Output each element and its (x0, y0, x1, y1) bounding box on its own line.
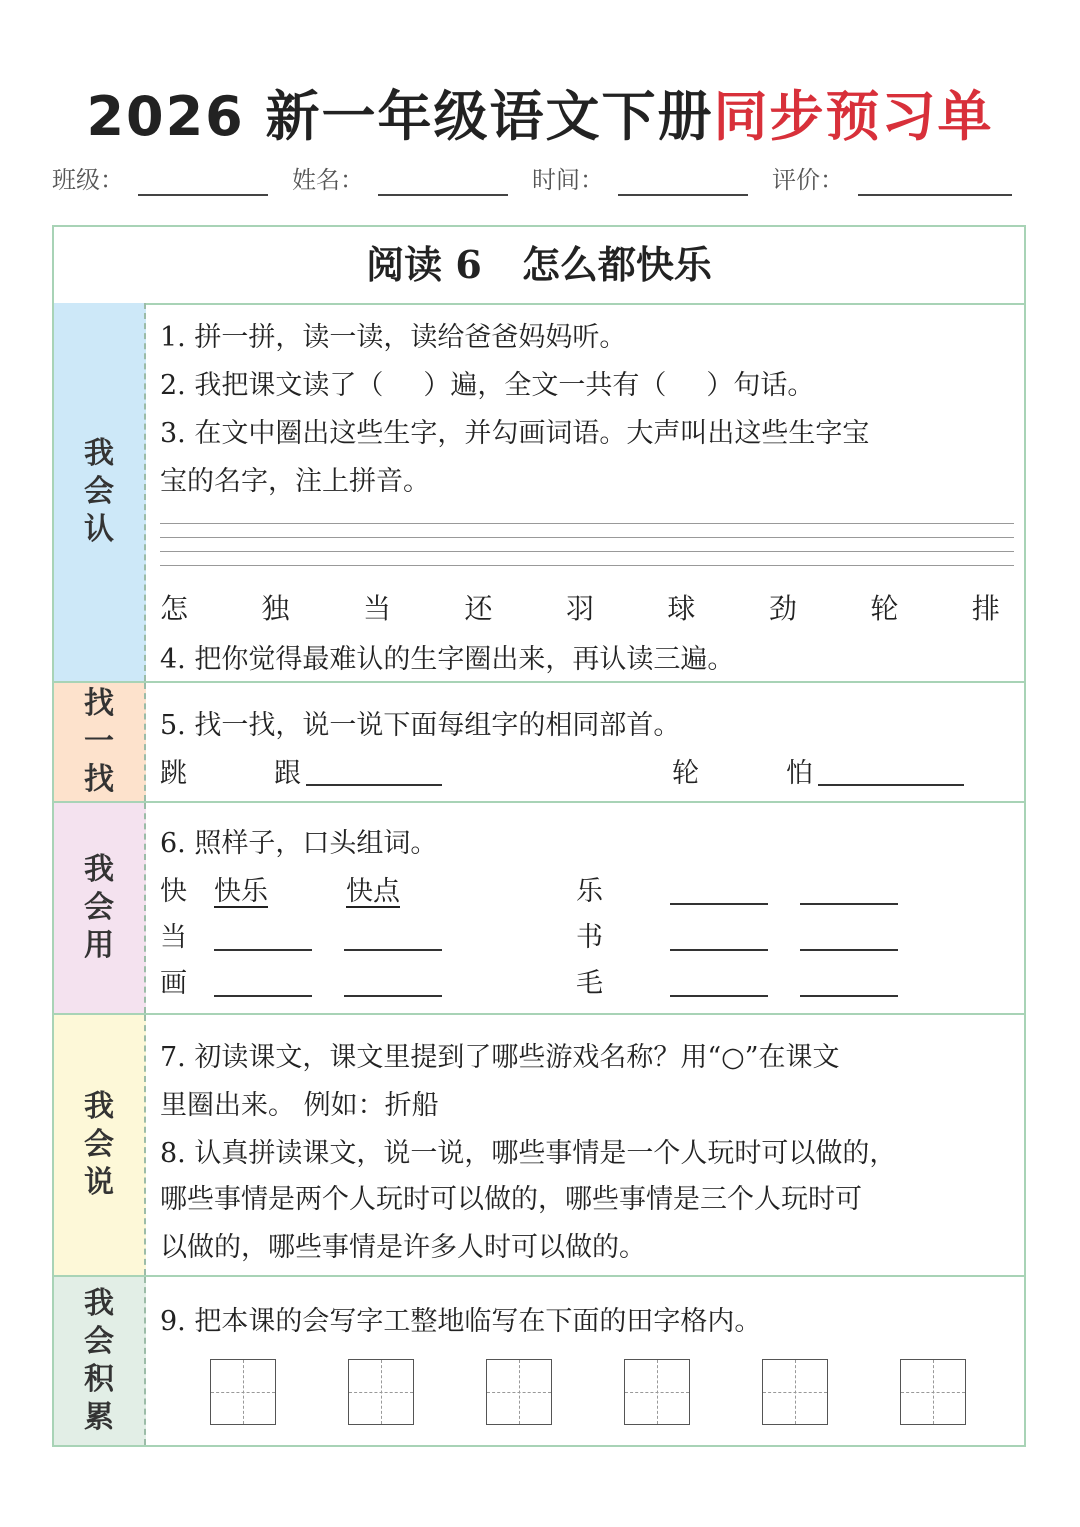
section-body-speak (160, 1015, 1014, 1275)
new-characters-row (160, 587, 1000, 627)
radical-answer-blank[interactable] (818, 784, 964, 786)
new-character: 怎 (160, 592, 189, 625)
tianzige-box[interactable] (624, 1359, 690, 1425)
lesson-header (54, 227, 1024, 305)
question-9: 9. 把本课的会写字工整地临写在下面的田字格内。 (160, 1306, 762, 1337)
radical-answer-blank[interactable] (306, 784, 442, 786)
question-3-line-1: 3. 在文中圈出这些生字，并勾画词语。大声叫出这些生字宝 (160, 418, 870, 449)
new-character: 羽 (565, 592, 594, 625)
word-blank[interactable] (670, 949, 768, 951)
example-word: 快点 (346, 876, 400, 907)
word-blank[interactable] (800, 903, 898, 905)
question-8-line-3: 以做的，哪些事情是许多人时可以做的。 (160, 1232, 646, 1263)
word-char: 画 (160, 968, 187, 999)
question-8-line-2: 哪些事情是两个人玩时可以做的，哪些事情是三个人玩时可 (160, 1184, 862, 1215)
section-use (54, 803, 1024, 1015)
section-label-recognize: 我 会 认 (54, 303, 146, 681)
question-2: 2. 我把课文读了（ ）遍，全文一共有（ ）句话。 (160, 370, 815, 401)
grade-field[interactable] (858, 194, 1012, 196)
worksheet-table (52, 225, 1026, 1447)
new-character: 劲 (768, 592, 797, 625)
word-blank[interactable] (670, 903, 768, 905)
radical-char: 怕 (786, 758, 813, 789)
class-field[interactable] (138, 194, 268, 196)
question-3-line-2: 宝的名字，注上拼音。 (160, 466, 430, 497)
word-char: 乐 (576, 876, 603, 907)
question-8-line-1: 8. 认真拼读课文，说一说，哪些事情是一个人玩时可以做的， (160, 1138, 897, 1169)
tianzige-box[interactable] (210, 1359, 276, 1425)
worksheet-title (0, 74, 1080, 151)
section-speak (54, 1015, 1024, 1277)
new-character: 排 (971, 592, 1000, 625)
section-label-find: 找 一 找 (54, 683, 146, 801)
pinyin-line (160, 551, 1014, 552)
radical-char: 跟 (274, 758, 301, 789)
word-char: 书 (576, 922, 603, 953)
new-character: 球 (667, 592, 696, 625)
question-1: 1. 拼一拼，读一读，读给爸爸妈妈听。 (160, 322, 627, 353)
section-body-recognize (160, 303, 1014, 681)
word-char: 毛 (576, 968, 603, 999)
tianzige-box[interactable] (900, 1359, 966, 1425)
tianzige-box[interactable] (486, 1359, 552, 1425)
lesson-name: 怎么都快乐 (521, 242, 712, 287)
new-character: 还 (464, 592, 493, 625)
word-blank[interactable] (670, 995, 768, 997)
section-body-use (160, 803, 1014, 1013)
word-char: 当 (160, 922, 187, 953)
question-6: 6. 照样子，口头组词。 (160, 828, 438, 859)
word-blank[interactable] (214, 995, 312, 997)
section-find (54, 683, 1024, 803)
question-4: 4. 把你觉得最难认的生字圈出来，再认读三遍。 (160, 644, 735, 675)
section-body-find (160, 683, 1014, 801)
new-character: 当 (362, 592, 391, 625)
word-blank[interactable] (800, 949, 898, 951)
pinyin-line (160, 523, 1014, 524)
example-word: 快乐 (214, 876, 268, 907)
section-label-accumulate: 我 会 积 累 (54, 1277, 146, 1445)
section-label-use: 我 会 用 (54, 803, 146, 1013)
section-label-speak: 我 会 说 (54, 1015, 146, 1275)
word-blank[interactable] (344, 949, 442, 951)
radical-char: 跳 (160, 758, 187, 789)
question-7-line-1: 7. 初读课文，课文里提到了哪些游戏名称？用“○”在课文 (160, 1042, 840, 1073)
question-5: 5. 找一找，说一说下面每组字的相同部首。 (160, 710, 681, 741)
word-blank[interactable] (214, 949, 312, 951)
pinyin-line (160, 565, 1014, 566)
question-7-line-2: 里圈出来。 例如：折船 (160, 1090, 439, 1121)
new-character: 独 (261, 592, 290, 625)
pinyin-line (160, 537, 1014, 538)
section-accumulate (54, 1277, 1024, 1445)
class-label: 班级： (52, 166, 124, 194)
section-body-accumulate (160, 1277, 1014, 1445)
lesson-number: 阅读 6 (366, 242, 482, 287)
name-field[interactable] (378, 194, 508, 196)
grade-label: 评价： (772, 166, 844, 194)
time-label: 时间： (532, 166, 604, 194)
word-blank[interactable] (800, 995, 898, 997)
title-main: 2026 新一年级语文下册 (86, 85, 714, 148)
example-char: 快 (160, 876, 187, 907)
tianzige-box[interactable] (348, 1359, 414, 1425)
new-character: 轮 (870, 592, 899, 625)
tianzige-box[interactable] (762, 1359, 828, 1425)
word-blank[interactable] (344, 995, 442, 997)
name-label: 姓名： (292, 166, 364, 194)
section-recognize (54, 303, 1024, 683)
student-info-row (52, 160, 1012, 200)
time-field[interactable] (618, 194, 748, 196)
radical-char: 轮 (672, 758, 699, 789)
title-accent: 同步预习单 (713, 85, 994, 148)
